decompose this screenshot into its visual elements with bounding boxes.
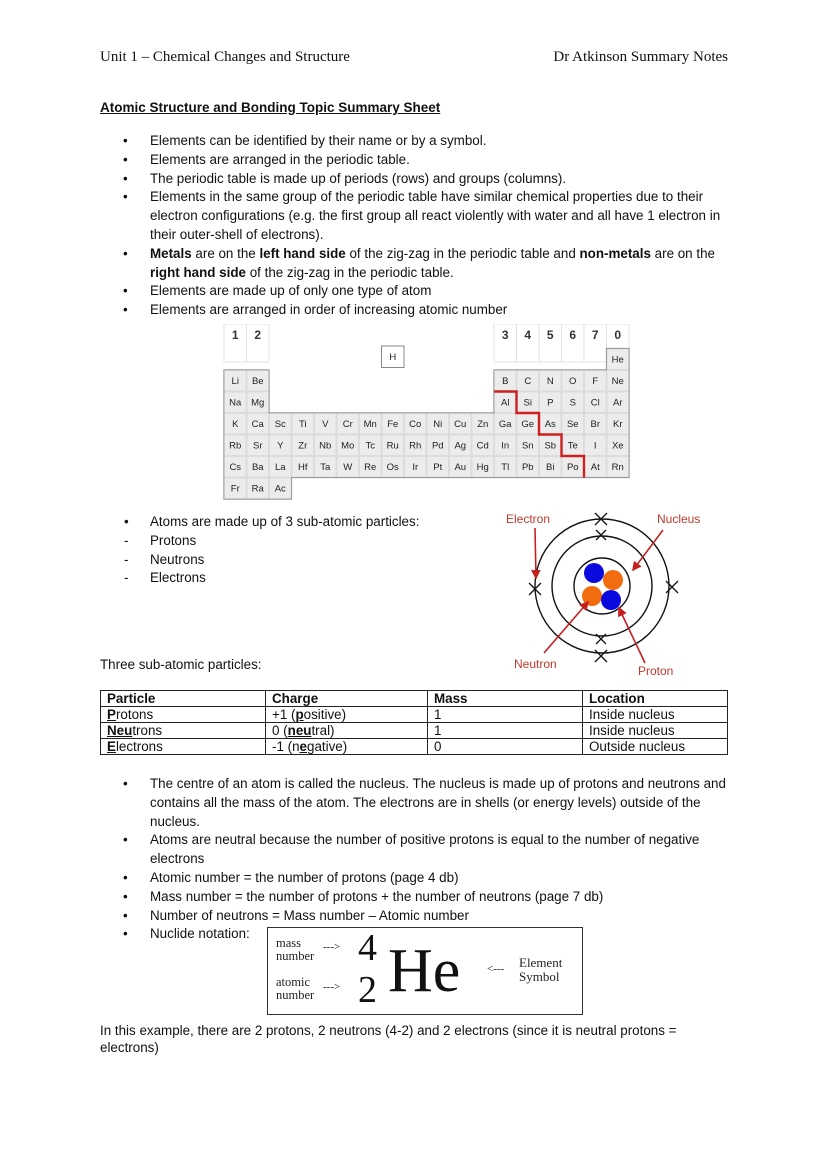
- atomic-number-label: atomic number: [276, 975, 315, 1002]
- neutron-arrow: [544, 602, 588, 653]
- group-number: 6: [569, 328, 577, 342]
- element-symbol: I: [593, 440, 597, 452]
- element-symbol: Sb: [544, 440, 557, 452]
- charge-cell: +1 (positive): [266, 707, 428, 723]
- periodic-table-graphic: [222, 324, 630, 504]
- element-symbol: Cl: [590, 397, 600, 409]
- element-symbol: K: [232, 419, 239, 430]
- subatomic-list: [100, 513, 419, 588]
- element-symbol: In: [501, 440, 510, 452]
- element-symbol: Ac: [274, 483, 286, 495]
- element-symbol: Tc: [365, 440, 375, 452]
- element-symbol: S: [569, 397, 576, 409]
- element-symbol: Ga: [498, 419, 512, 430]
- outer-shell: [535, 519, 669, 653]
- column-header: Location: [583, 691, 728, 707]
- element-symbol: Cr: [342, 419, 353, 430]
- element-symbol: He: [611, 354, 624, 366]
- element-symbol: La: [274, 462, 286, 473]
- element-symbol: Ca: [251, 419, 264, 430]
- element-symbol: Au: [454, 462, 467, 473]
- mass-number-label: mass number: [276, 936, 315, 963]
- element-symbol: Ta: [320, 462, 331, 473]
- element-symbol: Na: [229, 397, 242, 409]
- mass-cell: 0: [428, 739, 583, 755]
- element-symbol: Y: [277, 440, 284, 452]
- element-symbol: Rb: [229, 440, 242, 452]
- element-symbol: Zr: [298, 440, 308, 452]
- bullet-icon: •: [123, 151, 128, 167]
- atomic-number: 2: [358, 969, 377, 1011]
- nucleus-shell: [574, 558, 630, 614]
- element-symbol: Cs: [229, 462, 242, 473]
- particle-table: [100, 690, 728, 755]
- atomic-arrow: --->: [323, 981, 341, 993]
- charge-cell: 0 (neutral): [266, 723, 428, 739]
- element-symbol: Pt: [433, 462, 443, 473]
- element-symbol: F: [592, 376, 599, 387]
- intro-bullet-list: [100, 132, 735, 320]
- table-caption: Three sub-atomic particles:: [100, 657, 262, 672]
- group-number: 5: [546, 328, 554, 342]
- header-author: Dr Atkinson Summary Notes: [553, 49, 728, 65]
- bullet-icon: •: [123, 133, 128, 148]
- element-symbol: Sn: [521, 440, 534, 452]
- element-symbol: Cu: [454, 419, 467, 430]
- bullet-icon: •: [123, 776, 128, 791]
- bullet-icon: •: [123, 869, 128, 885]
- element-symbol: Mg: [251, 397, 265, 409]
- list-item: • Atoms are made up of 3 sub-atomic particles:: [100, 513, 419, 532]
- element-symbol: V: [322, 419, 329, 430]
- element-symbol: Mn: [363, 419, 377, 430]
- element-symbol: Pb: [521, 462, 534, 473]
- element-symbol: As: [544, 419, 556, 430]
- element-symbol: Sc: [274, 419, 286, 430]
- list-item: • Nuclide notation:: [100, 925, 735, 944]
- list-item: • Elements are arranged in order of increasing atomic number: [100, 301, 735, 320]
- element-symbol: Li: [231, 376, 239, 387]
- list-item: • Atoms are neutral because the number of positive protons is equal to the number of negative electrons: [123, 832, 700, 867]
- element-symbol: Ge: [521, 419, 535, 430]
- dash-icon: -: [124, 570, 129, 586]
- proton-icon: [584, 563, 604, 583]
- group-number: 7: [591, 328, 599, 342]
- element-symbol: C: [524, 376, 532, 387]
- atom-diagram: [500, 508, 715, 680]
- element-symbol: Hf: [298, 462, 308, 473]
- element-symbol: Zn: [477, 419, 489, 430]
- element-symbol: Os: [386, 462, 399, 473]
- element-symbol: N: [546, 376, 554, 387]
- element-symbol: Si: [523, 397, 532, 409]
- neutron-label: Neutron: [514, 657, 557, 671]
- list-item: • Number of neutrons = Mass number – Atomic number: [100, 907, 735, 926]
- list-item: • Mass number = the number of protons + the number of neutrons (page 7 db): [100, 888, 735, 907]
- element-symbol: Al: [501, 397, 510, 409]
- bullet-icon: •: [123, 189, 128, 205]
- table-row: [101, 739, 728, 755]
- element-symbol: Bi: [546, 462, 555, 473]
- element-symbol: Ne: [611, 376, 624, 387]
- group-number: 1: [231, 328, 239, 342]
- particle-cell: Neutrons: [101, 723, 266, 739]
- bullet-icon: •: [124, 514, 129, 529]
- page-title: Atomic Structure and Bonding Topic Summary Sheet: [100, 100, 441, 115]
- bullet-icon: •: [123, 926, 128, 942]
- bullet-icon: •: [123, 245, 128, 261]
- table-header-row: [101, 691, 728, 707]
- element-symbol: Xe: [611, 440, 624, 452]
- bullet-icon: •: [123, 907, 128, 923]
- dash-icon: -: [124, 532, 129, 548]
- list-item: - Protons: [100, 532, 419, 551]
- element-symbol: Pd: [431, 440, 444, 452]
- element-symbol: Fr: [230, 483, 240, 495]
- element-symbol: Hg: [476, 462, 489, 473]
- mass-number: 4: [358, 927, 377, 969]
- element-symbol: P: [547, 397, 554, 409]
- list-item: • The centre of an atom is called the nucleus. The nucleus is made up of protons and neutrons and contains all the mass of the atom. The electrons are in shells (or energy levels) outside of the nucleus.: [123, 776, 726, 829]
- element-symbol: Ra: [251, 483, 264, 495]
- column-header: Charge: [266, 691, 428, 707]
- element-symbol: Be: [251, 376, 264, 387]
- element-symbol: Cd: [476, 440, 489, 452]
- mass-cell: 1: [428, 723, 583, 739]
- list-item: - Neutrons: [100, 551, 419, 570]
- list-item: • Metals are on the left hand side of the zig-zag in the periodic table and non-metals are on the right hand side of the zig-zag in the periodic table.: [123, 245, 715, 280]
- list-item: - Electrons: [100, 569, 419, 588]
- bullet-icon: •: [123, 283, 128, 299]
- element-symbol: Ti: [298, 419, 307, 430]
- element-symbol: Sr: [253, 440, 263, 452]
- summary-bullet-list: [100, 775, 735, 944]
- list-item: • The periodic table is made up of periods (rows) and groups (columns).: [100, 170, 735, 189]
- list-item: • Elements are arranged in the periodic table.: [100, 151, 735, 170]
- header-unit-title: Unit 1 – Chemical Changes and Structure: [100, 49, 350, 65]
- bullet-icon: •: [123, 832, 128, 848]
- mass-cell: 1: [428, 707, 583, 723]
- proton-icon: [601, 590, 621, 610]
- element-symbol: Co: [409, 419, 422, 430]
- group-number: 3: [501, 328, 509, 342]
- element-symbol-label: Element Symbol: [519, 955, 563, 984]
- element-symbol: Ru: [386, 440, 399, 452]
- location-cell: Inside nucleus: [583, 723, 728, 739]
- list-item: • Elements can be identified by their name or by a symbol.: [100, 132, 735, 151]
- element-symbol: Ag: [454, 440, 467, 452]
- atom-diagram-graphic: [500, 508, 715, 680]
- proton-label: Proton: [638, 664, 674, 678]
- particle-cell: Electrons: [101, 739, 266, 755]
- periodic-table-image: [222, 324, 630, 504]
- charge-cell: -1 (negative): [266, 739, 428, 755]
- bullet-icon: •: [123, 888, 128, 904]
- element-symbol: Po: [566, 462, 579, 473]
- element-symbol: Te: [567, 440, 578, 452]
- element-symbol: At: [590, 462, 600, 473]
- element-symbol: H: [389, 352, 397, 363]
- element-symbol: Se: [566, 419, 579, 430]
- element-symbol: Fe: [387, 419, 399, 430]
- element-symbol: Br: [590, 419, 600, 430]
- group-number: 2: [254, 328, 262, 342]
- element-symbol: Re: [364, 462, 377, 473]
- dash-icon: -: [124, 551, 129, 567]
- element-symbol: Tl: [501, 462, 510, 473]
- element-symbol: Rh: [409, 440, 422, 452]
- element-symbol: Kr: [613, 419, 623, 430]
- column-header: Particle: [101, 691, 266, 707]
- middle-shell: [552, 536, 652, 636]
- particle-cell: Protons: [101, 707, 266, 723]
- column-header: Mass: [428, 691, 583, 707]
- group-number: 4: [524, 328, 532, 342]
- electron-label: Electron: [506, 512, 551, 526]
- element-symbol: Ba: [251, 462, 264, 473]
- element-symbol: Nb: [319, 440, 332, 452]
- table-row: [101, 723, 728, 739]
- element-symbol: Ir: [412, 462, 419, 473]
- element-symbol: O: [569, 376, 577, 387]
- conclusion-paragraph: In this example, there are 2 protons, 2 neutrons (4-2) and 2 electrons (since it is neutral protons = electrons): [100, 1023, 677, 1055]
- list-item: • Elements in the same group of the periodic table have similar chemical properties due to their electron configurations (e.g. the first group all react violently with water and all have 1 electron in their outer-shell of electrons).: [123, 189, 721, 242]
- element-symbol: Rn: [611, 462, 624, 473]
- location-cell: Inside nucleus: [583, 707, 728, 723]
- list-item: • Elements are made up of only one type of atom: [100, 282, 735, 301]
- table-row: [101, 707, 728, 723]
- neutron-icon: [582, 586, 602, 606]
- element-symbol: B: [502, 376, 509, 387]
- nuclide-notation-box: [267, 927, 583, 1015]
- element-symbol: Ni: [433, 419, 443, 430]
- neutron-icon: [603, 570, 623, 590]
- bullet-icon: •: [123, 302, 128, 318]
- element-symbol: Mo: [341, 440, 355, 452]
- bullet-icon: •: [123, 170, 128, 186]
- nucleus-label: Nucleus: [657, 512, 701, 526]
- location-cell: Outside nucleus: [583, 739, 728, 755]
- group-number: 0: [614, 328, 622, 342]
- element-symbol: Ar: [613, 397, 623, 409]
- mass-arrow: --->: [323, 941, 341, 953]
- element-symbol: He: [388, 937, 461, 1005]
- element-symbol: W: [343, 462, 353, 473]
- electron-arrow: [535, 528, 536, 578]
- list-item: • Atomic number = the number of protons (page 4 db): [100, 869, 735, 888]
- element-arrow: <---: [487, 963, 505, 975]
